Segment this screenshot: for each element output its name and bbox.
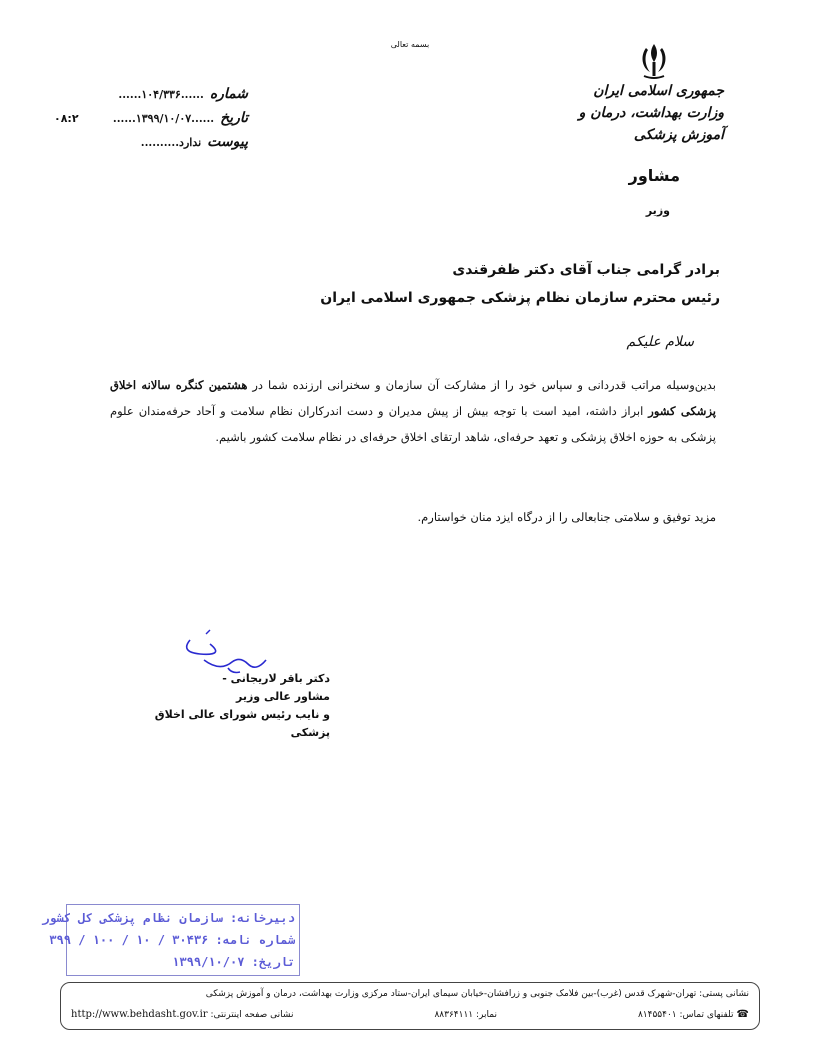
footer-phone xyxy=(638,1009,749,1020)
footer-box xyxy=(60,982,760,1030)
letter-date-label: تاریخ xyxy=(220,110,248,126)
time-code: ۰۸:۲ xyxy=(54,112,79,125)
body-text-part-1: بدین‌وسیله مراتب قدردانی و سپاس خود را از مشارکت آن سازمان و سخنرانی ارزنده شما در xyxy=(247,378,717,392)
footer-phone-text: تلفنهای تماس: ۸۱۴۵۵۴۰۱ xyxy=(637,1010,734,1020)
stamp-letter-number: شماره نامه: ۳۰۴۳۶ / ۱۰ / ۱۰۰ / ۳۹۹ xyxy=(49,933,295,947)
letter-meta xyxy=(108,82,248,154)
salutation: سلام علیکم xyxy=(626,334,694,350)
phone-icon: ☎ xyxy=(736,1009,749,1020)
stamp-secretariat: دبیرخانه: سازمان نظام پزشکی کل کشور xyxy=(42,911,295,925)
letter-number-label: شماره xyxy=(209,86,248,102)
letter-attachment-value: ندارد.......... xyxy=(140,135,202,149)
letter-attachment-label: پیوست xyxy=(207,134,248,150)
signer-title-1: مشاور عالی وزیر xyxy=(235,690,330,703)
stamp-date: تاریخ: ۱۳۹۹/۱۰/۰۷ xyxy=(172,955,295,969)
ministry-line-2: وزارت بهداشت، درمان و آموزش پزشکی xyxy=(578,105,724,143)
footer-website xyxy=(71,1009,293,1020)
footer-website-label: نشانی صفحه اینترنتی: xyxy=(210,1010,294,1020)
letter-closing: مزید توفیق و سلامتی جنابعالی را از درگاه ایزد منان خواستارم. xyxy=(417,510,716,524)
footer-address: نشانی پستی: تهران-شهرک قدس (غرب)-بین فلامک جنوبی و زرافشان-خیابان سیمای ایران-ستاد مرکزی وزارت بهداشت، درمان و آموزش پزشکی xyxy=(205,989,749,999)
bismillah: بسمه تعالی xyxy=(390,40,430,49)
letter-attachment-row xyxy=(108,130,248,154)
footer-contacts xyxy=(71,1009,749,1020)
ministry-line-1: جمهوری اسلامی ایران xyxy=(593,83,724,99)
department-subtitle: وزیر xyxy=(645,204,670,217)
signer-name: دکتر باقر لاریجانی - xyxy=(222,672,330,685)
footer-fax: نمابر: ۸۸۳۶۴۱۱۱ xyxy=(434,1009,497,1020)
letter-number-value: ......۱۰۴/۳۳۶...... xyxy=(118,87,204,101)
letter-date-value: ......۱۳۹۹/۱۰/۰۷...... xyxy=(112,111,215,125)
iran-emblem-icon xyxy=(636,42,672,80)
letter-date-row xyxy=(108,106,248,130)
letter-number-row xyxy=(108,82,248,106)
body-text-part-2: ابراز داشته، امید است با توجه بیش از پیش مدیران و دست اندرکاران نظام سلامت و آحاد حرفه‌مندان علوم پزشکی به حوزه اخلاق پزشکی و تعهد حرفه‌ای، شاهد ارتقای اخلاق حرفه‌ای در نظام سلامت کشور باشیم. xyxy=(110,404,716,444)
signature-block xyxy=(150,670,330,742)
recipient-title: رئیس محترم سازمان نظام پزشکی جمهوری اسلامی ایران xyxy=(320,290,720,306)
signer-title-2: و نایب رئیس شورای عالی اخلاق پزشکی xyxy=(154,708,330,739)
body-text-congress: هشتمین کنگره سالانه اخلاق پزشکی کشور xyxy=(110,378,716,418)
ministry-title xyxy=(564,80,724,146)
website-link[interactable]: http://www.behdasht.gov.ir xyxy=(71,1009,208,1020)
department-title: مشاور xyxy=(628,166,680,185)
registration-stamp xyxy=(42,904,300,976)
letter-body xyxy=(110,372,716,450)
recipient-name: برادر گرامی جناب آقای دکتر ظفرقندی xyxy=(452,262,720,278)
